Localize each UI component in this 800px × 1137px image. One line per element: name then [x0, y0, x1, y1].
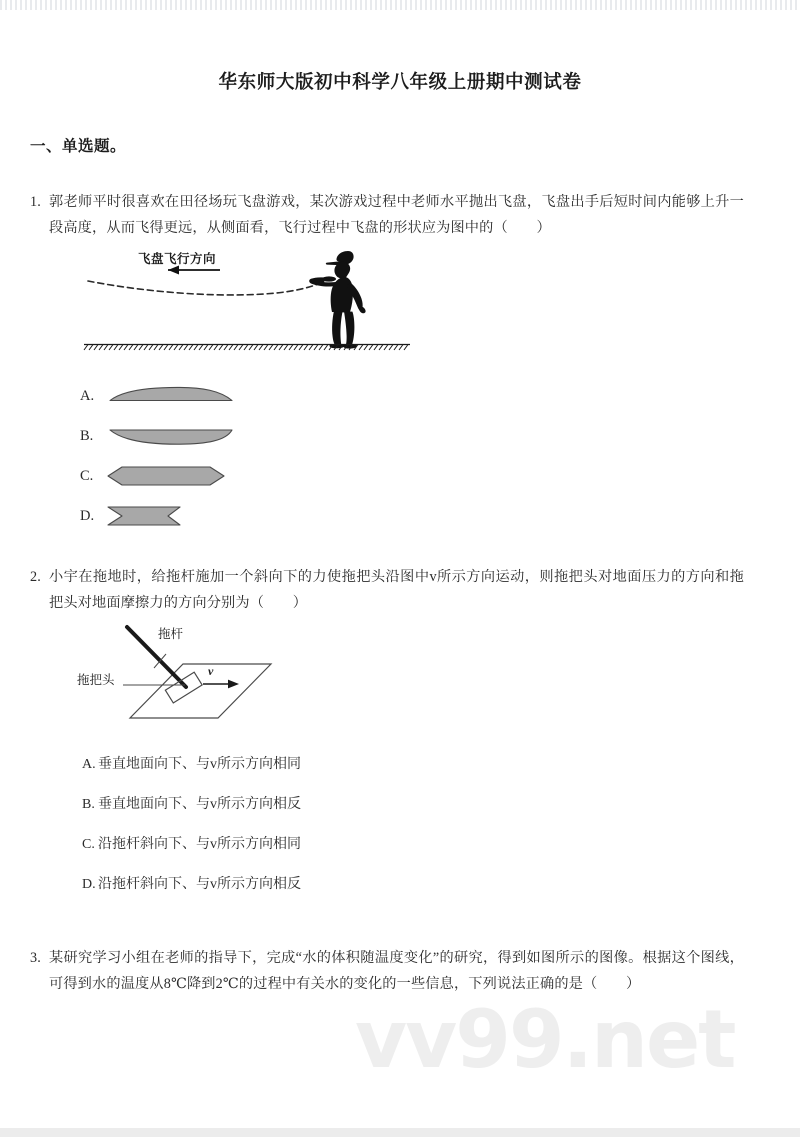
- option-c[interactable]: [82, 825, 744, 865]
- option-d-text: 沿拖杆斜向下、与v所示方向相反: [98, 877, 301, 892]
- option-b-label: B.: [80, 427, 94, 444]
- option-c-label: C.: [80, 467, 94, 484]
- question-2: [0, 536, 800, 905]
- page-title: 华东师大版初中科学八年级上册期中测试卷: [218, 73, 582, 93]
- mop-head-label: 拖把头: [77, 673, 115, 687]
- option-d-label: D.: [80, 507, 95, 524]
- velocity-arrow: [203, 680, 239, 689]
- question-3-number: 3.: [30, 950, 41, 966]
- shape-bowtie-notched-ends: [106, 503, 236, 529]
- option-b-label: B.: [82, 797, 95, 812]
- flight-path-dashed-curve: [88, 280, 326, 295]
- option-d[interactable]: [80, 496, 744, 536]
- question-2-text: 小宇在拖地时，给拖杆施加一个斜向下的力使拖把头沿图中v所示方向运动，则拖把头对地面压力的方向和拖把头对地面摩擦力的方向分别为（ ）: [49, 569, 744, 611]
- frisbee-scene-svg: [80, 249, 430, 354]
- site-watermark: vv99.net: [355, 993, 735, 1086]
- person-silhouette: [309, 251, 365, 348]
- option-b[interactable]: [80, 416, 744, 456]
- shape-convex-top-flat-bottom: [106, 384, 236, 408]
- option-d[interactable]: [82, 865, 744, 905]
- floor-plane: [130, 664, 271, 718]
- option-b-text: 垂直地面向下、与v所示方向相反: [98, 797, 301, 812]
- ground-line: [84, 345, 410, 351]
- option-a[interactable]: [80, 376, 744, 416]
- option-c-label: C.: [82, 837, 95, 852]
- option-c-text: 沿拖杆斜向下、与v所示方向相同: [98, 837, 301, 852]
- option-a-text: 垂直地面向下、与v所示方向相同: [98, 757, 301, 772]
- question-2-options: [30, 727, 744, 905]
- question-1-number: 1.: [30, 194, 41, 210]
- question-2-number: 2.: [30, 569, 41, 585]
- option-a-label: A.: [80, 387, 95, 404]
- question-1-options: [30, 354, 744, 536]
- question-3: [0, 905, 800, 997]
- question-2-body: [30, 564, 744, 616]
- question-1-body: [30, 189, 744, 241]
- mop-floor-diagram: [75, 622, 325, 727]
- frisbee-throw-diagram: [80, 249, 430, 354]
- mop-handle-label: 拖杆: [158, 627, 184, 641]
- option-c[interactable]: [80, 456, 744, 496]
- frisbee-direction-label: 飞盘飞行方向: [138, 252, 217, 266]
- velocity-label: v: [208, 664, 214, 678]
- section-heading-single-choice: 一、单选题。: [30, 138, 127, 155]
- option-a[interactable]: [82, 745, 744, 785]
- option-b[interactable]: [82, 785, 744, 825]
- option-a-label: A.: [82, 757, 96, 772]
- shape-symmetric-hexagon-lens: [106, 463, 236, 489]
- option-d-label: D.: [82, 877, 96, 892]
- shape-flat-top-concave-bottom: [106, 424, 236, 448]
- scan-artifact-bottom: [0, 1128, 800, 1137]
- question-3-body: [30, 945, 744, 997]
- question-1: [0, 156, 800, 536]
- question-3-text: 某研究学习小组在老师的指导下，完成“水的体积随温度变化”的研究，得到如图所示的图像。根据这个图线，可得到水的温度从8℃降到2℃的过程中有关水的变化的一些信息，下列说法正确的是（ ）: [49, 950, 744, 992]
- question-1-text: 郭老师平时很喜欢在田径场玩飞盘游戏，某次游戏过程中老师水平抛出飞盘，飞盘出手后短时间内能够上升一段高度，从而飞得更远，从侧面看，飞行过程中飞盘的形状应为图中的（ ）: [49, 194, 744, 236]
